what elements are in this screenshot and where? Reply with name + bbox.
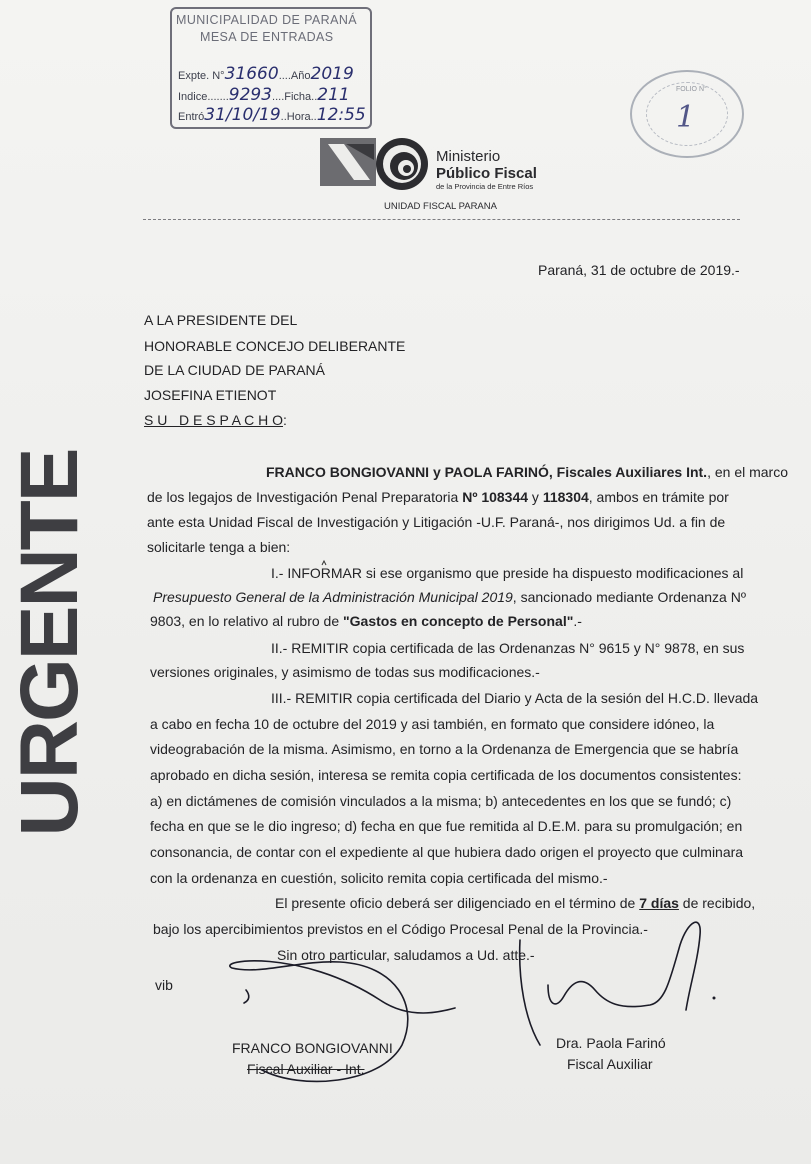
stamp-expte-label: Expte. N°	[178, 70, 225, 82]
initials: vib	[155, 977, 173, 993]
item3-line: III.- REMITIR copia certificada del Diario y Acta de la sesión del H.C.D. llevada	[271, 690, 759, 706]
unit-name: UNIDAD FISCAL PARANA	[384, 201, 497, 212]
closing-line3: Sin otro particular, saludamos a Ud. atte.-	[277, 947, 535, 963]
right-signer-title: Fiscal Auxiliar	[567, 1056, 653, 1072]
recipient-line: JOSEFINA ETIENOT	[144, 387, 277, 403]
letter-date: Paraná, 31 de octubre de 2019.-	[538, 262, 740, 278]
stamp-indice-row: Indice.......9293....Ficha..211	[178, 85, 350, 105]
p1-l2a: de los legajos de Investigación Penal Preparatoria	[147, 489, 463, 505]
item3-line: fecha en que se le dio ingreso; d) fecha en que fue remitida al D.E.M. para su promulgación; en	[150, 818, 743, 834]
right-signer-name: Dra. Paola Farinó	[556, 1035, 666, 1051]
item3-line: a cabo en fecha 10 de octubre del 2019 y asi también, en formato que considere idóneo, la	[150, 716, 715, 732]
stamp-anio-value: 2019	[310, 64, 354, 84]
stamp-ficha-value: 211	[317, 85, 350, 105]
item2-line2: versiones originales, y asimismo de todas sus modificaciones.-	[150, 664, 540, 680]
p1-l2e: , ambos en trámite por	[588, 489, 729, 505]
folio-label: FOLIO N°	[676, 86, 707, 93]
item2-line1: II.- REMITIR copia certificada de las Ordenanzas N° 9615 y N° 9878, en sus	[271, 640, 745, 656]
left-signature-icon	[230, 961, 455, 1082]
item3-line: consonancia, de contar con el expediente al que hubiera dado origen el proyecto que culminara	[150, 844, 744, 860]
stamp-expte-row: Expte. N°31660....Año2019	[178, 64, 354, 84]
item1-l3a: 9803, en lo relativo al rubro de	[150, 613, 344, 629]
stamp-hora-label: Hora	[286, 111, 311, 123]
p1-line4: solicitarle tenga a bien:	[147, 539, 291, 555]
closing-l1b: 7 días	[639, 895, 679, 911]
item1-l2a: Presupuesto General de la Administración Municipal 2019	[153, 589, 513, 605]
despacho-colon: :	[283, 412, 287, 428]
org-name-line1: Ministerio	[436, 148, 501, 165]
p1-l2d: 118304	[542, 489, 589, 505]
left-signature-mark-icon	[244, 990, 249, 1003]
folio-number: 1	[676, 100, 696, 135]
urgente-stamp: URGENTE	[4, 449, 95, 837]
item1-l3b: "Gastos en concepto de Personal"	[343, 613, 574, 629]
item1-line1: I.- INFORMAR si ese organismo que preside ha dispuesto modificaciones al	[271, 565, 744, 581]
item1-l3c: .-	[573, 613, 582, 629]
stamp-indice-value: 9293	[228, 85, 273, 105]
despacho-text: S U D E S P A C H O	[144, 412, 284, 428]
left-signer-title: Fiscal Auxiliar - Int.	[247, 1061, 365, 1077]
left-signer-name: FRANCO BONGIOVANNI	[232, 1040, 393, 1056]
stamp-indice-label: Indice	[178, 91, 208, 103]
p1-l1-rest: , en el marco	[707, 464, 789, 480]
p1-senders: FRANCO BONGIOVANNI y PAOLA FARINÓ, Fiscales Auxiliares Int.	[266, 464, 708, 480]
stamp-expte-value: 31660	[224, 64, 279, 84]
stamp-line2: MESA DE ENTRADAS	[200, 30, 334, 44]
stamp-entro-value: 31/10/19	[204, 105, 281, 125]
recipient-line: DE LA CIUDAD DE PARANÁ	[144, 362, 326, 378]
p1-l2b: Nº 108344	[462, 489, 529, 505]
stamp-line1: MUNICIPALIDAD DE PARANÁ	[176, 13, 357, 27]
item3-line: con la ordenanza en cuestión, solicito remita copia certificada del mismo.-	[150, 870, 608, 886]
stamp-ficha-label: Ficha	[284, 91, 312, 103]
recipient-line: HONORABLE CONCEJO DELIBERANTE	[144, 338, 406, 354]
right-signature-icon	[520, 922, 701, 1045]
recipient-line: A LA PRESIDENTE DEL	[144, 312, 298, 328]
stamp-entro-label: Entró	[178, 111, 205, 123]
closing-l1c: de recibido,	[678, 895, 756, 911]
p1-line3: ante esta Unidad Fiscal de Investigación y Litigación -U.F. Paraná-, nos dirigimos Ud. a fin de	[147, 514, 726, 530]
org-name-line2: Público Fiscal	[436, 165, 537, 182]
item3-line: aprobado en dicha sesión, interesa se remita copia certificada de los documentos consistentes:	[150, 767, 742, 783]
item3-line: videograbación de la misma. Asimismo, en torno a la Ordenanza de Emergencia que se habría	[150, 741, 739, 757]
p1-l2c: y	[528, 489, 543, 505]
stamp-hora-value: 12:55	[316, 105, 366, 125]
stamp-entro-row: Entró31/10/19..Hora..12:55	[178, 105, 366, 125]
glyph-mark-icon	[322, 561, 326, 565]
closing-line2: bajo los apercibimientos previstos en el Código Procesal Penal de la Provincia.-	[153, 921, 648, 937]
dot-icon	[713, 997, 716, 1000]
item1-l2b: , sancionado mediante Ordenanza Nº	[512, 589, 746, 605]
stamp-anio-label: Año	[290, 70, 311, 82]
org-name-line3: de la Provincia de Entre Ríos	[436, 182, 534, 191]
closing-l1a: El presente oficio deberá ser diligenciado en el término de	[275, 895, 640, 911]
item3-line: a) en dictámenes de comisión vinculados a la misma; b) antecedentes en los que se fundó; c)	[150, 793, 732, 809]
